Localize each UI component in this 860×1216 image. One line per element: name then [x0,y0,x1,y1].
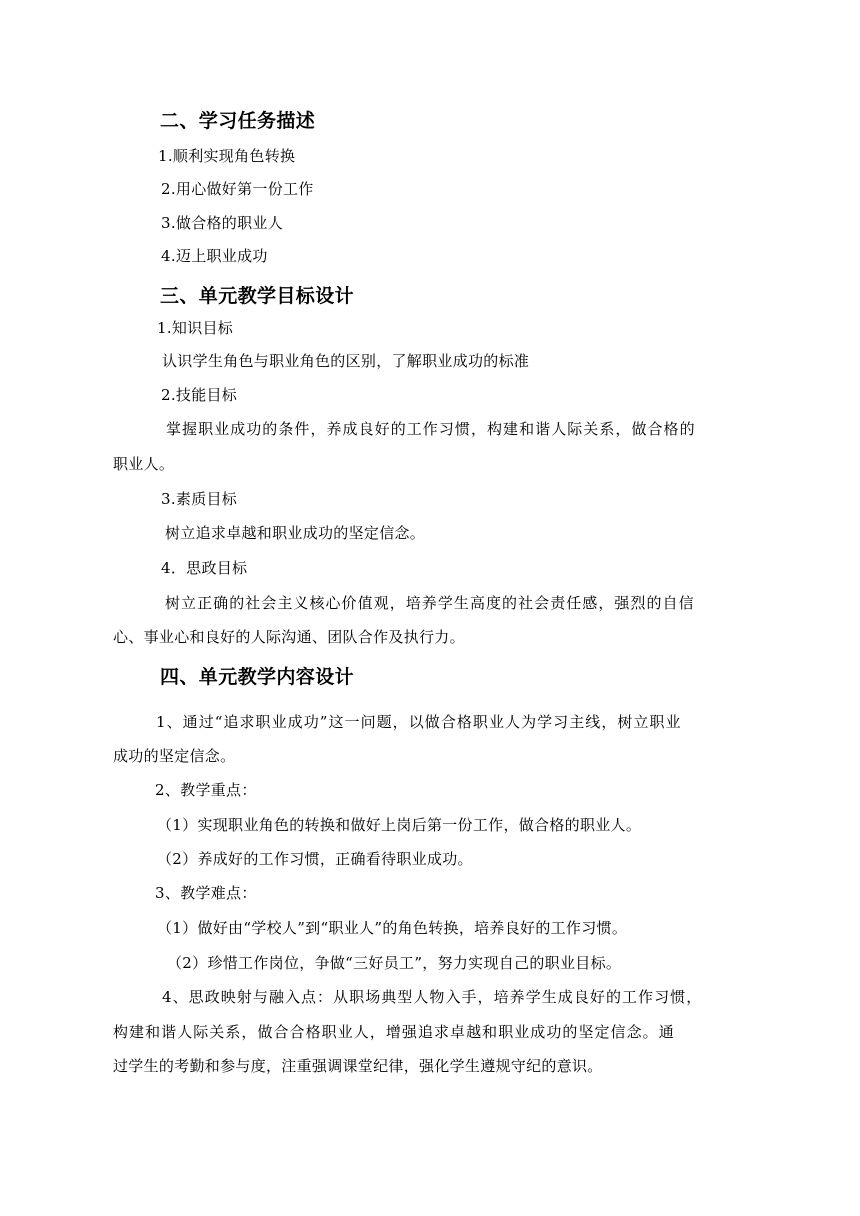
section-heading-teaching-objectives: 三、单元教学目标设计 [160,285,355,307]
objective-label-quality: 3.素质目标 [161,490,238,508]
objective-label-knowledge: 1.知识目标 [157,319,234,337]
objective-text-quality: 树立追求卓越和职业成功的坚定信念。 [165,524,426,542]
content-item-1-line-1: 1、通过“追求职业成功”这一问题，以做合格职业人为学习主线，树立职业 [156,713,682,731]
content-item-2-label: 2、教学重点： [155,781,257,799]
objective-label-skills: 2.技能目标 [161,386,238,404]
objective-text-skills-line-1: 掌握职业成功的条件，养成良好的工作习惯，构建和谐人际关系，做合格的 [166,420,696,438]
objective-text-skills-line-2: 职业人。 [113,455,175,473]
content-item-1-line-2: 成功的坚定信念。 [113,747,236,765]
task-item-3: 3.做合格的职业人 [161,214,284,232]
content-difficulty-2: （2）珍惜工作岗位，争做“三好员工”，努力实现自己的职业目标。 [167,954,622,972]
task-item-1: 1.顺利实现角色转换 [158,147,296,165]
section-heading-learning-tasks: 二、学习任务描述 [160,110,316,132]
objective-text-ideology-line-1: 树立正确的社会主义核心价值观，培养学生高度的社会责任感，强烈的自信 [165,594,695,612]
objective-text-knowledge: 认识学生角色与职业角色的区别，了解职业成功的标准 [162,352,530,370]
objective-label-ideology: 4．思政目标 [161,559,248,577]
objective-text-ideology-line-2: 心、事业心和良好的人际沟通、团队合作及执行力。 [113,628,465,646]
task-item-4: 4.迈上职业成功 [161,247,268,265]
content-item-4-line-1: 4、思政映射与融入点：从职场典型人物入手，培养学生成良好的工作习惯， [162,988,703,1006]
content-key-point-1: （1）实现职业角色的转换和做好上岗后第一份工作，做合格的职业人。 [157,816,642,834]
content-item-4-line-3: 过学生的考勤和参与度，注重强调课堂纪律，强化学生遵规守纪的意识。 [113,1057,603,1075]
content-key-point-2: （2）养成好的工作习惯，正确看待职业成功。 [157,850,473,868]
section-heading-teaching-content: 四、单元教学内容设计 [160,666,355,688]
task-item-2: 2.用心做好第一份工作 [161,180,314,198]
content-difficulty-1: （1）做好由“学校人”到“职业人”的角色转换，培养良好的工作习惯。 [157,919,628,937]
content-item-3-label: 3、教学难点： [155,884,257,902]
content-item-4-line-2: 构建和谐人际关系，做合合格职业人，增强追求卓越和职业成功的坚定信念。通 [113,1023,675,1041]
